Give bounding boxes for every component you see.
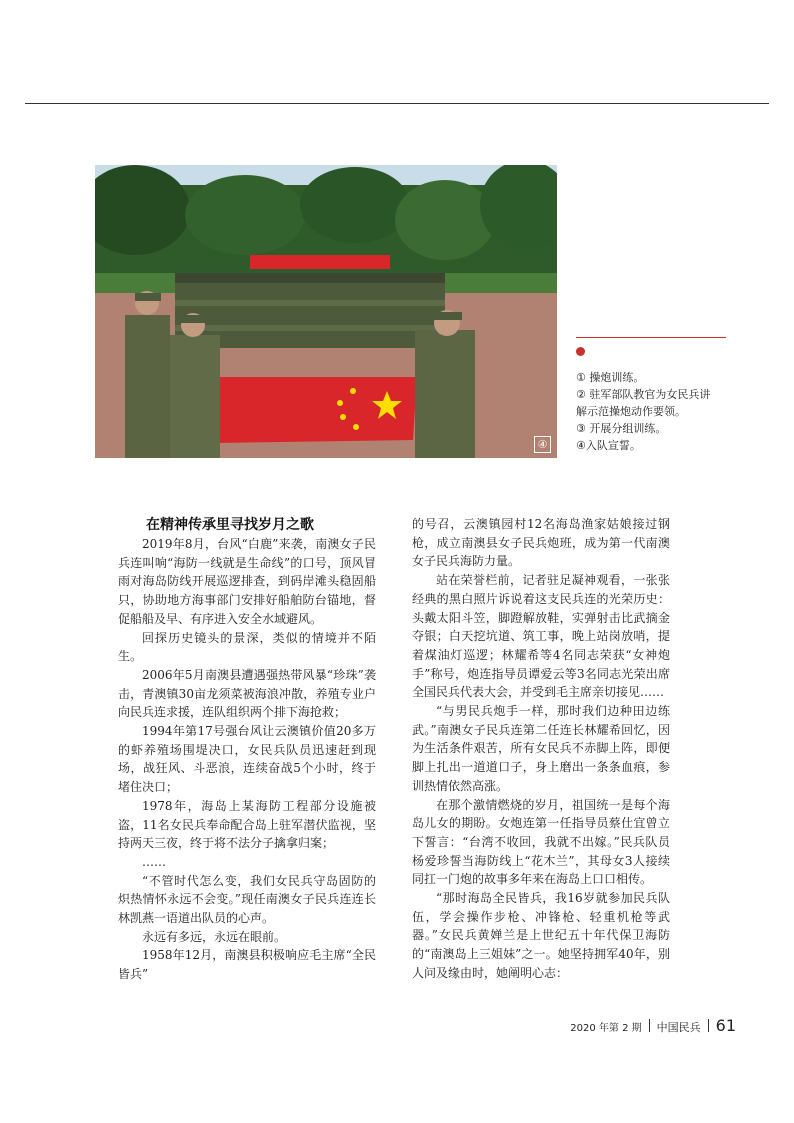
paragraph: 1994年第17号强台风让云澳镇价值20多万的虾养殖场围堤决口，女民兵队员迅速赶到现场，战狂风、斗恶浪，连续奋战5个小时，终于堵住决口； xyxy=(118,724,376,795)
footer-divider xyxy=(708,1019,709,1032)
caption-line: 解示范操炮动作要领。 xyxy=(576,405,686,418)
photo-number-badge: ④ xyxy=(534,436,551,453)
paragraph: 回探历史镜头的景深，类似的情境并不陌生。 xyxy=(118,630,376,664)
photo-captions xyxy=(576,369,736,454)
caption-line: ② 驻军部队教官为女民兵讲 xyxy=(576,388,711,401)
caption-bullet xyxy=(576,347,585,356)
paragraph: 站在荣誉栏前，记者驻足凝神观看，一张张经典的黑白照片诉说着这支民兵连的光荣历史：头戴太阳斗笠，脚蹬解放鞋，实弹射击比武摘金夺银；白天挖坑道、筑工事，晚上站岗放哨，提着煤油灯巡逻；林耀希等4名同志荣获“女神炮手”称号，炮连指导员谭爱云等3名同志光荣出席全国民兵代表大会，并受到毛主席亲切接见…… xyxy=(412,573,670,700)
section-heading: 在精神传承里寻找岁月之歌 xyxy=(146,517,314,533)
paragraph: 在那个激情燃烧的岁月，祖国统一是每个海岛儿女的期盼。女炮连第一任指导员蔡仕宜曾立下誓言：“台湾不收回，我就不出嫁。”民兵队员杨爱珍誓当海防线上“花木兰”，其母女3人接续同扛一门炮的故事多年来在海岛上口口相传。 xyxy=(412,797,670,887)
paragraph: …… xyxy=(142,854,166,869)
page-footer xyxy=(570,1016,736,1035)
paragraph: 1978年，海岛上某海防工程部分设施被盗，11名女民兵奉命配合岛上驻军潜伏监视，坚持两天三夜，终于将不法分子擒拿归案； xyxy=(118,798,376,851)
caption-rule xyxy=(576,337,726,338)
page-number: 61 xyxy=(715,1016,736,1035)
paragraph-continued: 的号召，云澳镇园村12名海岛渔家姑娘接过钢枪，成立南澳县女子民兵炮班，成为第一代南澳女子民兵海防力量。 xyxy=(412,517,670,569)
paragraph: 2019年8月，台风“白鹿”来袭，南澳女子民兵连叫响“海防一线就是生命线”的口号，顶风冒雨对海岛防线开展巡逻排查，到码岸滩头稳固船只，协助地方海事部门安排好船舶防台锚地，督促船船及早、有序进入安全水域避风。 xyxy=(118,537,376,626)
photo-oath-ceremony xyxy=(95,165,557,458)
header-rule xyxy=(25,103,769,104)
issue-label: 2020 年第 2 期 xyxy=(570,1023,642,1034)
paragraph: “与男民兵炮手一样，那时我们边种田边练武。”南澳女子民兵连第二任连长林耀希回忆，因为生活条件艰苦，所有女民兵不赤脚上阵，即便脚上扎出一道道口子，身上磨出一条条血痕，参训热情依然高涨。 xyxy=(412,704,670,793)
paragraph: 1958年12月，南澳县积极响应毛主席“全民皆兵” xyxy=(118,948,376,982)
magazine-name: 中国民兵 xyxy=(656,1021,701,1034)
caption-line: ① 操炮训练。 xyxy=(576,371,645,384)
footer-divider xyxy=(649,1019,650,1032)
paragraph: 永远有多远，永远在眼前。 xyxy=(142,929,287,944)
caption-line: ③ 开展分组训练。 xyxy=(576,422,667,435)
photo-illustration xyxy=(95,165,557,458)
paragraph: “不管时代怎么变，我们女民兵守岛固防的炽热情怀永远不会变。”现任南澳女子民兵连连长林凯燕一语道出队员的心声。 xyxy=(118,873,376,926)
article-column-left xyxy=(118,515,376,984)
paragraph: “那时海岛全民皆兵，我16岁就参加民兵队伍，学会操作步枪、冲锋枪、轻重机枪等武器。”女民兵黄婵兰是上世纪五十年代保卫海防的“南澳岛上三姐妹”之一。她坚持拥军40年，别人问及缘由时，她阐明心志： xyxy=(412,891,670,980)
article-column-right xyxy=(412,515,670,983)
paragraph: 2006年5月南澳县遭遇强热带风暴“珍珠”袭击，青澳镇30亩龙须菜被海浪冲散，养殖专业户向民兵连求援，连队组织两个排下海抢救； xyxy=(118,667,376,720)
caption-line: ④入队宣誓。 xyxy=(576,439,641,452)
